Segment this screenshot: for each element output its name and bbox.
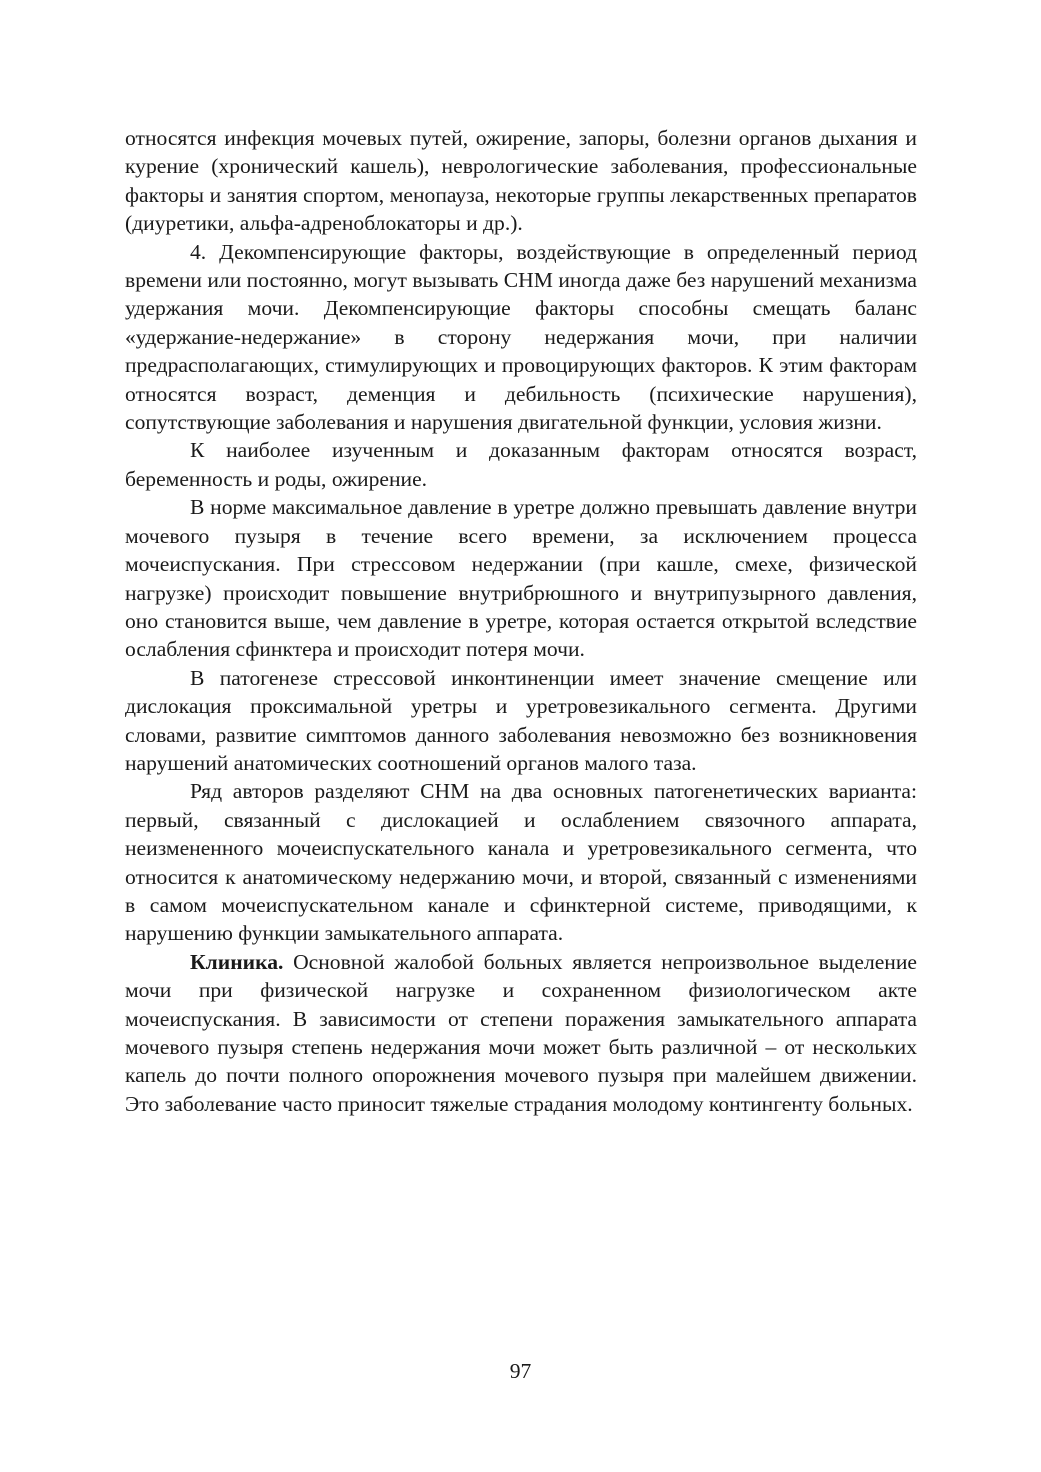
section-heading-clinic: Клиника. xyxy=(190,949,284,974)
paragraph-text: Ряд авторов разделяют СНМ на два основных патогенетических варианта: первый, связанный с дислокацией и ослаблением связочного аппарата, неизмененного мочеиспускательного канала и уретровезикального сегмента, что относится к анатомическому недержанию мочи, и второй, связанный с изменениями в самом мочеиспускательном канале и сфинктерной системе, приводящими, к нарушению функции замыкательного аппарата. xyxy=(125,779,917,946)
paragraph-text: Основной жалобой больных является непроизвольное выделение мочи при физической нагрузке и сохраненном физиологическом акте мочеиспускания. В зависимости от степени поражения замыкательного аппарата мочевого пузыря степень недержания мочи может быть различной – от нескольких капель до почти полного опорожнения мочевого пузыря при малейшем движении. Это заболевание часто приносит тяжелые страдания молодому контингенту больных. xyxy=(125,949,917,1116)
paragraph-text: К наиболее изученным и доказанным факторам относятся возраст, беременность и роды, ожирение. xyxy=(125,438,917,491)
paragraph-decompensating-factors xyxy=(125,238,917,437)
page-body xyxy=(125,124,917,1118)
paragraph-risk-factors-continued xyxy=(125,124,917,238)
paragraph-pathogenetic-variants xyxy=(125,777,917,947)
paragraph-urethral-pressure xyxy=(125,493,917,663)
paragraph-clinic xyxy=(125,948,917,1118)
paragraph-pathogenesis xyxy=(125,664,917,778)
paragraph-text: В норме максимальное давление в уретре должно превышать давление внутри мочевого пузыря в течение всего времени, за исключением процесса мочеиспускания. При стрессовом недержании (при кашле, смехе, физической нагрузке) происходит повышение внутрибрюшного и внутрипузырного давления, оно становится выше, чем давление в уретре, которая остается открытой вследствие ослабления сфинктера и происходит потеря мочи. xyxy=(125,495,917,662)
paragraph-text: В патогенезе стрессовой инконтиненции имеет значение смещение или дислокация проксимальной уретры и уретровезикального сегмента. Другими словами, развитие симптомов данного заболевания невозможно без возникновения нарушений анатомических соотношений органов малого таза. xyxy=(125,665,917,775)
paragraph-text: 4. Декомпенсирующие факторы, воздействующие в определенный период времени или постоянно, могут вызывать СНМ иногда даже без нарушений механизма удержания мочи. Декомпенсирующие факторы способны смещать баланс «удержание-недержание» в сторону недержания мочи, при наличии предрасполагающих, стимулирующих и провоцирующих факторов. К этим факторам относятся возраст, деменция и дебильность (психические нарушения), сопутствующие заболевания и нарушения двигательной функции, условия жизни. xyxy=(125,239,917,435)
paragraph-text: относятся инфекция мочевых путей, ожирение, запоры, болезни органов дыхания и курение (хронический кашель), неврологические заболевания, профессиональные факторы и занятия спортом, менопауза, некоторые группы лекарственных препаратов (диуретики, альфа-адреноблокаторы и др.). xyxy=(125,126,917,236)
page-number: 97 xyxy=(509,1359,532,1383)
paragraph-studied-factors xyxy=(125,436,917,493)
